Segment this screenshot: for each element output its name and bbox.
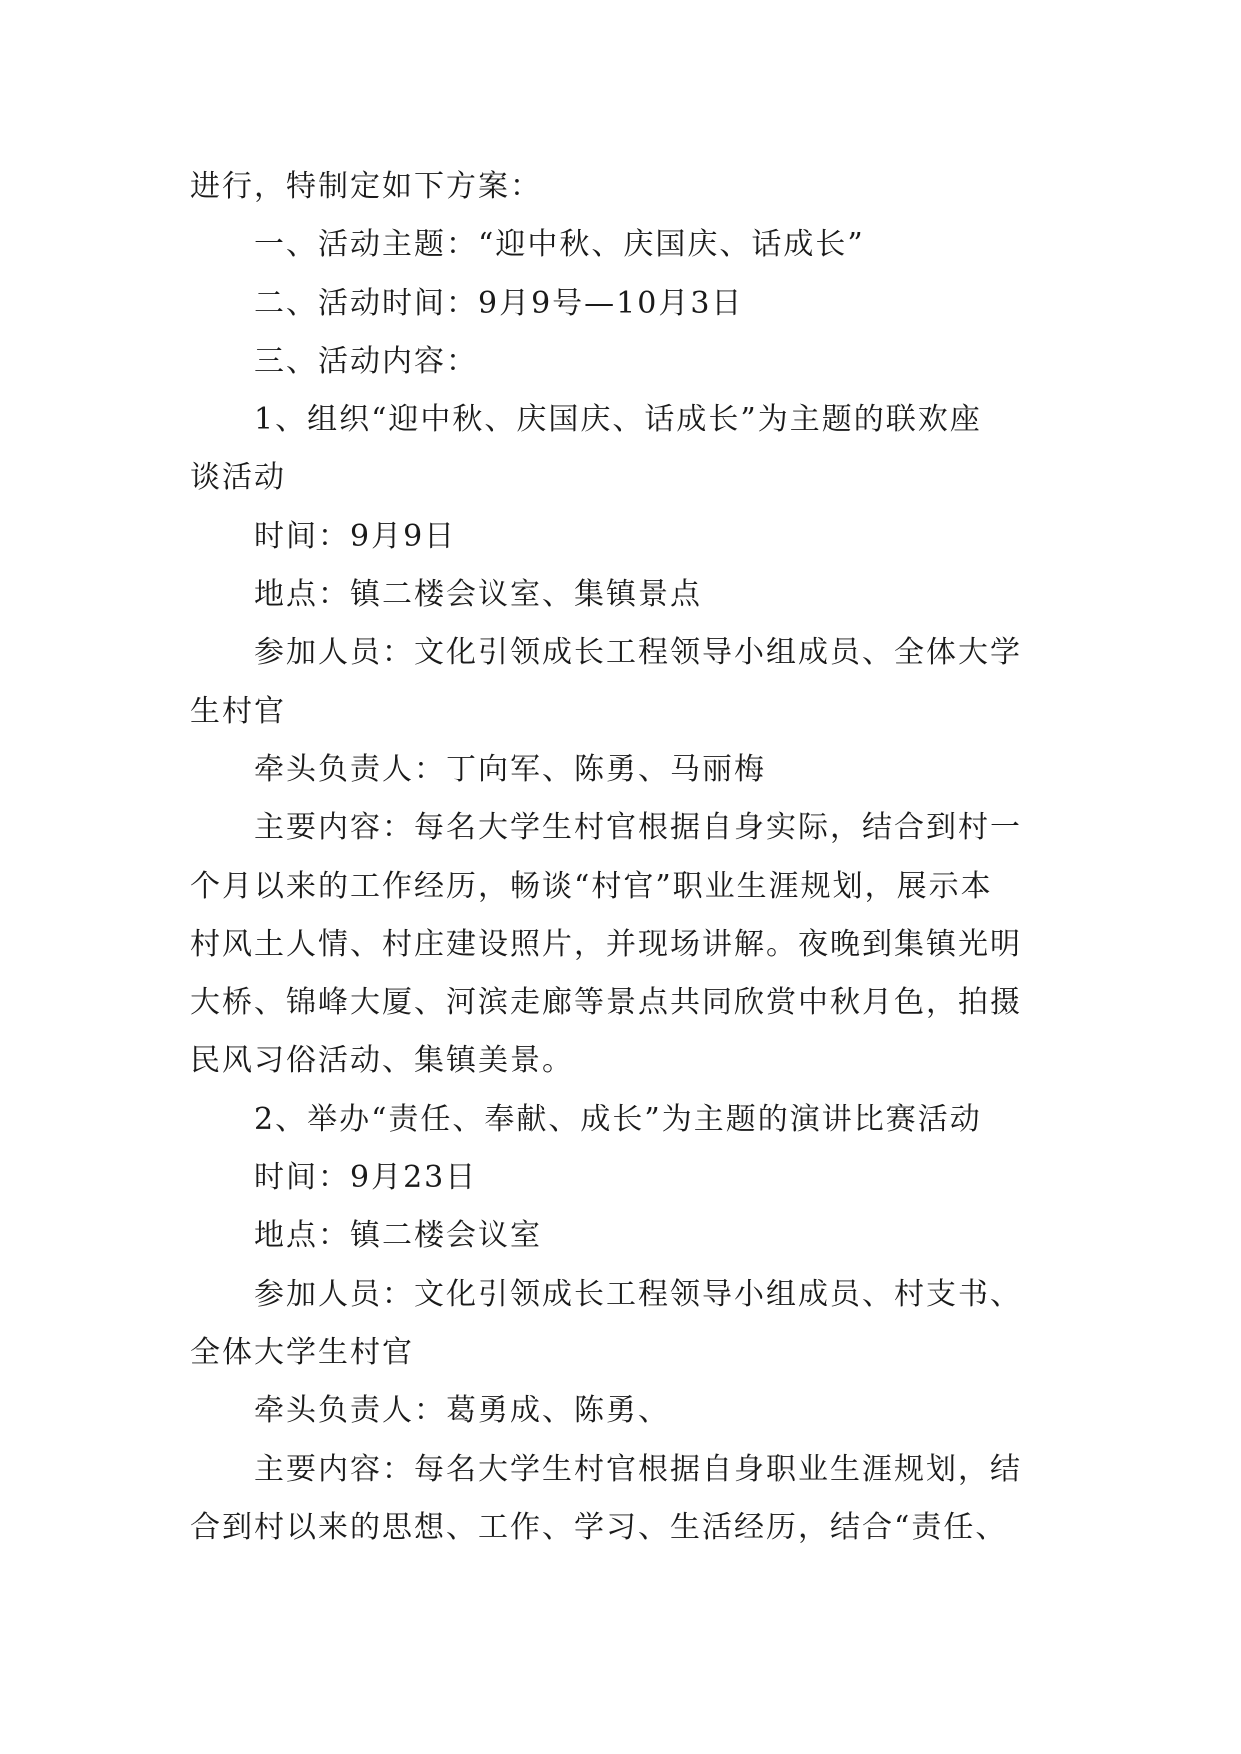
- activity-2-time: 时间：9月23日: [254, 1160, 478, 1196]
- activity-1-time: 时间：9月9日: [254, 518, 457, 554]
- text-line: 进行，特制定如下方案：: [190, 169, 542, 204]
- activity-1-location: 地点：镇二楼会议室、集镇景点: [254, 577, 702, 613]
- activity-1-leaders: 牵头负责人：丁向军、陈勇、马丽梅: [254, 751, 766, 787]
- activity-1-title: 1、组织“迎中秋、庆国庆、话成长”为主题的联欢座: [254, 402, 982, 438]
- activity-1-content-cont: 村风土人情、村庄建设照片，并现场讲解。夜晚到集镇光明: [190, 926, 1022, 962]
- section-heading-content: 三、活动内容：: [254, 343, 478, 379]
- section-heading-theme: 一、活动主题：“迎中秋、庆国庆、话成长”: [254, 227, 865, 263]
- activity-2-title: 2、举办“责任、奉献、成长”为主题的演讲比赛活动: [254, 1101, 982, 1137]
- activity-2-location: 地点：镇二楼会议室: [254, 1218, 542, 1254]
- document-body: [190, 158, 1060, 1557]
- activity-2-participants: 参加人员：文化引领成长工程领导小组成员、村支书、: [254, 1276, 1022, 1312]
- section-heading-time: 二、活动时间：9月9号—10月3日: [254, 285, 744, 321]
- activity-2-content-cont: 合到村以来的思想、工作、学习、生活经历，结合“责任、: [190, 1509, 1008, 1545]
- activity-1-title-cont: 谈活动: [190, 460, 286, 496]
- activity-2-content: 主要内容：每名大学生村官根据自身职业生涯规划，结: [254, 1451, 1022, 1487]
- activity-1-content: 主要内容：每名大学生村官根据自身实际，结合到村一: [254, 810, 1022, 846]
- activity-1-content-cont: 大桥、锦峰大厦、河滨走廊等景点共同欣赏中秋月色，拍摄: [190, 985, 1022, 1021]
- activity-2-participants-cont: 全体大学生村官: [190, 1334, 414, 1370]
- activity-2-leaders: 牵头负责人：葛勇成、陈勇、: [254, 1393, 670, 1429]
- activity-1-participants-cont: 生村官: [190, 693, 286, 729]
- activity-1-content-cont: 民风习俗活动、集镇美景。: [190, 1043, 574, 1079]
- activity-1-content-cont: 个月以来的工作经历，畅谈“村官”职业生涯规划，展示本: [190, 868, 993, 904]
- activity-1-participants: 参加人员：文化引领成长工程领导小组成员、全体大学: [254, 635, 1022, 671]
